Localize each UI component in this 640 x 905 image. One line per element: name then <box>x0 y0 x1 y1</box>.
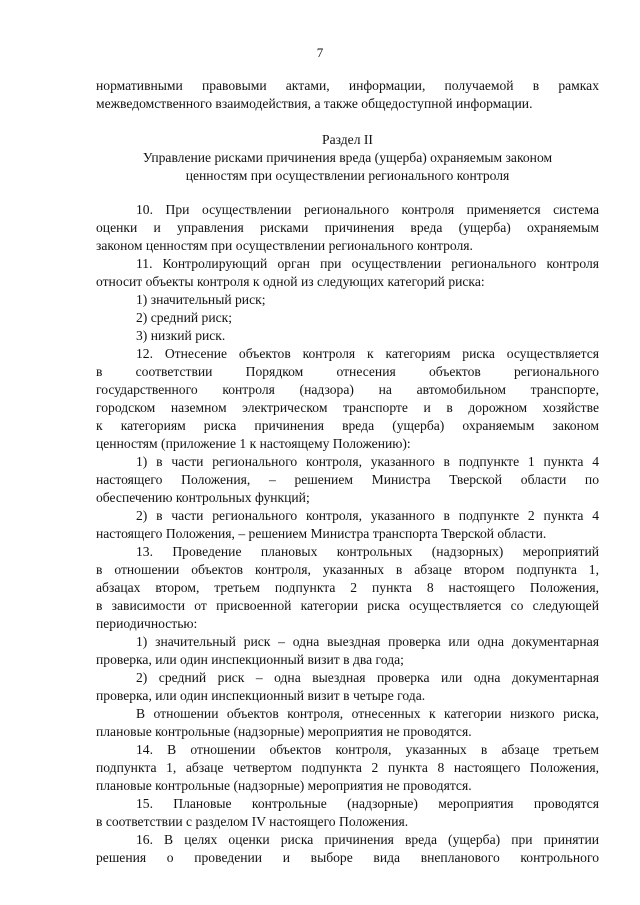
text-line: 13. Проведение плановых контрольных (надзорных) мероприятий <box>136 544 599 559</box>
text-line: 10. При осуществлении регионального контроля применяется система <box>136 202 599 217</box>
text-line: В отношении объектов контроля, отнесенных к категории низкого риска, <box>136 706 599 721</box>
text-line: 15. Плановые контрольные (надзорные) мероприятия проводятся <box>136 796 599 811</box>
text-line: плановые контрольные (надзорные) мероприятия не проводятся. <box>96 778 472 793</box>
text-line: оценки и управления рисками причинения вреда (ущерба) охраняемым <box>96 220 599 235</box>
text-line: в соответствии Порядком отнесения объектов регионального <box>96 364 599 379</box>
section-heading: Раздел II <box>322 132 373 147</box>
text-line: 2) в части регионального контроля, указанного в подпункте 2 пункта 4 <box>136 508 599 523</box>
text-line: законом ценностям при осуществлении регионального контроля. <box>96 238 473 253</box>
text-line: к категориям риска причинения вреда (ущерба) охраняемым законом <box>96 418 599 433</box>
text-line: относит объекты контроля к одной из следующих категорий риска: <box>96 274 485 289</box>
text-line: обеспечению контрольных функций; <box>96 490 310 505</box>
text-line: государственного контроля (надзора) на автомобильном транспорте, <box>96 382 599 397</box>
text-line: 14. В отношении объектов контроля, указанных в абзаце третьем <box>136 742 599 757</box>
text-line: проверка, или один инспекционный визит в четыре года. <box>96 688 426 703</box>
text-line: плановые контрольные (надзорные) мероприятия не проводятся. <box>96 724 472 739</box>
text-line: межведомственного взаимодействия, а также общедоступной информации. <box>96 96 533 111</box>
page-number: 7 <box>316 45 324 60</box>
list-item: 1) значительный риск; <box>136 292 266 307</box>
text-line: 11. Контролирующий орган при осуществлении регионального контроля <box>136 256 599 271</box>
text-line: подпункта 1, абзаце четвертом подпункта 2 пункта 8 настоящего Положения, <box>96 760 599 775</box>
text-line: в отношении объектов контроля, указанных в абзаце втором подпункта 1, <box>96 562 599 577</box>
text-line: периодичностью: <box>96 616 198 631</box>
list-item: 3) низкий риск. <box>136 328 226 343</box>
text-line: настоящего Положения, – решением Министра транспорта Тверской области. <box>96 526 547 541</box>
text-line: ценностям (приложение 1 к настоящему Положению): <box>96 436 411 451</box>
text-line: в зависимости от присвоенной категории риска осуществляется со следующей <box>96 598 599 613</box>
section-title: Управление рисками причинения вреда (ущерба) охраняемым законом <box>142 150 553 165</box>
text-line: решения о проведении и выборе вида внепланового контрольного <box>96 850 599 865</box>
text-line: 1) в части регионального контроля, указанного в подпункте 1 пункта 4 <box>136 454 599 469</box>
text-line: абзацах втором, третьем подпункта 2 пункта 8 настоящего Положения, <box>96 580 599 595</box>
list-item: 2) средний риск; <box>136 310 233 325</box>
text-line: 1) значительный риск – одна выездная проверка или одна документарная <box>136 634 599 649</box>
text-line: в соответствии с разделом IV настоящего Положения. <box>96 814 409 829</box>
section-title: ценностям при осуществлении регионального контроля <box>185 168 510 183</box>
text-line: 2) средний риск – одна выездная проверка или одна документарная <box>136 670 599 685</box>
text-line: проверка, или один инспекционный визит в два года; <box>96 652 404 667</box>
text-line: городском наземном электрическом транспорте и в дорожном хозяйстве <box>96 400 599 415</box>
text-line: настоящего Положения, – решением Министра Тверской области по <box>96 472 599 487</box>
text-line: 16. В целях оценки риска причинения вреда (ущерба) при принятии <box>136 832 599 847</box>
text-line: нормативными правовыми актами, информации, получаемой в рамках <box>96 78 599 93</box>
text-line: 12. Отнесение объектов контроля к категориям риска осуществляется <box>136 346 599 361</box>
